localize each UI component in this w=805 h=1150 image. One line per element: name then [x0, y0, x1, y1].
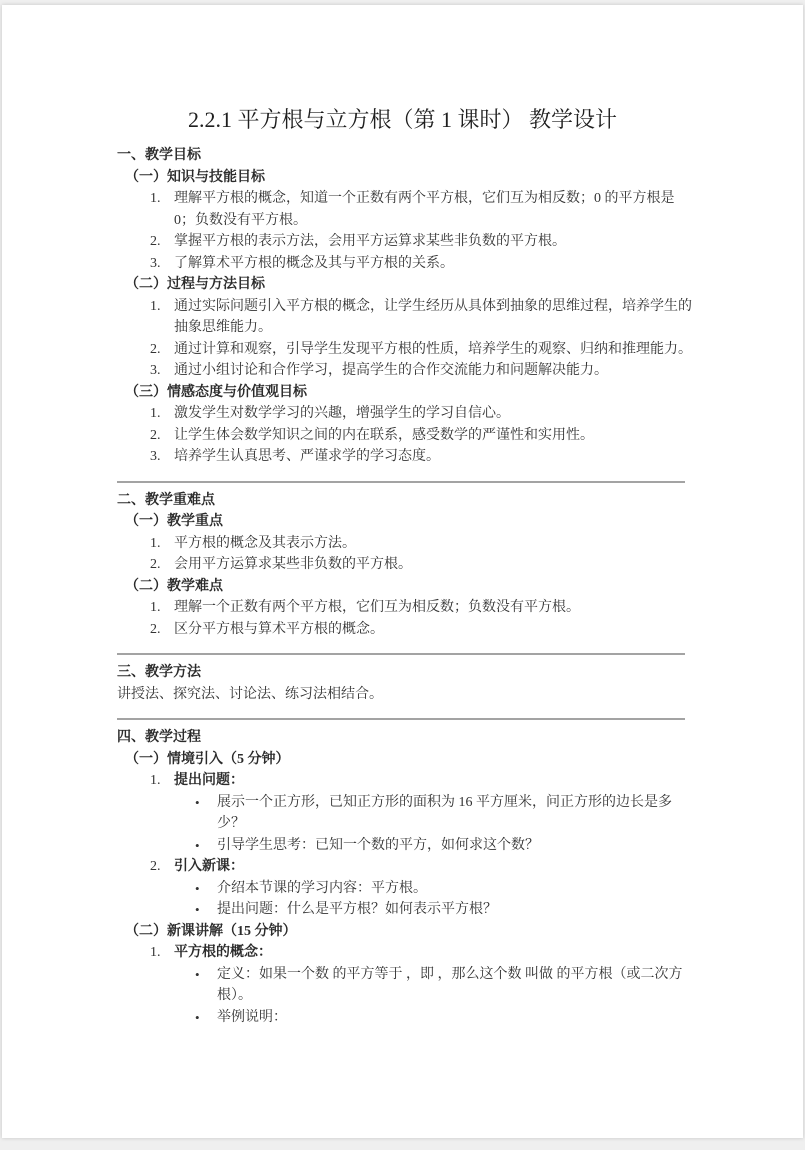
bullet-text: 提出问题：什么是平方根？如何表示平方根？ [217, 902, 497, 917]
numbered-item [117, 188, 692, 231]
document-page [2, 5, 803, 1138]
bullet-item [117, 964, 692, 1007]
bullet-item [117, 899, 692, 921]
item-number: 2. [150, 859, 161, 874]
item-text: 掌握平方根的表示方法，会用平方运算求某些非负数的平方根。 [174, 234, 566, 249]
bullet-icon: • [195, 880, 200, 896]
subsection-situation-intro [117, 749, 692, 921]
numbered-item [117, 770, 692, 792]
numbered-item [117, 231, 692, 253]
bullet-item [117, 878, 692, 900]
item-label: 提出问题： [174, 773, 244, 788]
item-number: 3. [150, 449, 161, 464]
bullet-icon: • [195, 837, 200, 853]
subsection-heading: （一）情境引入（5 分钟） [125, 751, 290, 767]
subsection-key-points [117, 511, 692, 576]
bullet-item [117, 792, 692, 835]
numbered-item [117, 533, 692, 555]
section-teaching-process [117, 727, 692, 1028]
numbered-item [117, 856, 692, 878]
item-text [174, 856, 692, 878]
item-number: 2. [150, 341, 161, 357]
item-text [174, 770, 692, 792]
item-number: 1. [150, 535, 161, 551]
item-text: 理解一个正数有两个平方根，它们互为相反数；负数没有平方根。 [174, 600, 580, 615]
document-content [117, 145, 692, 1028]
numbered-item [117, 360, 692, 382]
item-number: 1. [150, 773, 161, 788]
numbered-item [117, 619, 692, 641]
item-number: 3. [150, 363, 161, 378]
item-text: 通过小组讨论和合作学习，提高学生的合作交流能力和问题解决能力。 [174, 363, 608, 378]
section-key-difficult-points [117, 490, 692, 641]
subsection-heading: （一）知识与技能目标 [125, 169, 265, 185]
section-heading: 三、教学方法 [117, 665, 201, 680]
bullet-text: 引导学生思考：已知一个数的平方，如何求这个数？ [217, 837, 539, 853]
item-number: 1. [150, 406, 161, 421]
subsection-heading: （二）新课讲解（15 分钟） [125, 923, 297, 939]
item-text: 通过实际问题引入平方根的概念，让学生经历从具体到抽象的思维过程，培养学生的抽象思维能力。 [174, 298, 692, 335]
numbered-item [117, 296, 692, 339]
subsection-new-lesson [117, 921, 692, 1029]
item-number: 1. [150, 298, 161, 314]
item-number: 1. [150, 191, 161, 206]
item-text: 区分平方根与算术平方根的概念。 [174, 621, 384, 637]
section-divider [117, 718, 685, 720]
item-number: 2. [150, 427, 161, 443]
item-number: 2. [150, 234, 161, 249]
item-text: 会用平方运算求某些非负数的平方根。 [174, 557, 412, 572]
subsection-difficult-points [117, 576, 692, 641]
section-heading: 一、教学目标 [117, 148, 201, 163]
item-number: 2. [150, 621, 161, 637]
item-number: 2. [150, 557, 161, 572]
bullet-text: 介绍本节课的学习内容：平方根。 [217, 880, 427, 896]
section-teaching-methods [117, 662, 692, 705]
item-label: 引入新课： [174, 859, 244, 874]
section-divider [117, 481, 685, 483]
subsection-heading: （三）情感态度与价值观目标 [125, 384, 307, 400]
numbered-item [117, 597, 692, 619]
item-number: 1. [150, 600, 161, 615]
numbered-item [117, 446, 692, 468]
item-text: 理解平方根的概念，知道一个正数有两个平方根，它们互为相反数；0 的平方根是0；负数没有平方根。 [174, 191, 675, 228]
bullet-icon: • [195, 1009, 200, 1025]
numbered-item [117, 554, 692, 576]
item-number: 3. [150, 255, 161, 271]
bullet-text: 定义：如果一个数 的平方等于 ，即 ，那么这个数 叫做 的平方根（或二次方根）。 [217, 966, 683, 1003]
section-teaching-objectives [117, 145, 692, 468]
section-heading: 四、教学过程 [117, 730, 201, 745]
item-text: 平方根的概念及其表示方法。 [174, 535, 356, 551]
item-number: 1. [150, 945, 161, 960]
subsection-attitude-values [117, 382, 692, 468]
subsection-process-methods [117, 274, 692, 382]
item-text: 通过计算和观察，引导学生发现平方根的性质，培养学生的观察、归纳和推理能力。 [174, 341, 692, 357]
numbered-item [117, 403, 692, 425]
numbered-item [117, 942, 692, 964]
subsection-heading: （一）教学重点 [125, 514, 223, 529]
section-divider [117, 653, 685, 655]
subsection-knowledge-skills [117, 167, 692, 275]
item-text [174, 942, 692, 964]
item-text: 激发学生对数学学习的兴趣，增强学生的学习自信心。 [174, 406, 510, 421]
document-title: 2.2.1 平方根与立方根（第 1 课时） 教学设计 [187, 107, 617, 132]
bullet-text: 举例说明： [217, 1009, 287, 1025]
numbered-item [117, 425, 692, 447]
section-heading: 二、教学重难点 [117, 492, 215, 508]
numbered-item [117, 253, 692, 275]
bullet-icon: • [195, 794, 200, 810]
bullet-text: 展示一个正方形，已知正方形的面积为 16 平方厘米，问正方形的边长是多少？ [217, 794, 672, 831]
subsection-heading: （二）过程与方法目标 [125, 277, 265, 292]
bullet-item [117, 835, 692, 857]
item-label: 平方根的概念： [174, 945, 272, 960]
bullet-icon: • [195, 966, 200, 982]
item-text: 培养学生认真思考、严谨求学的学习态度。 [174, 449, 440, 464]
bullet-item [117, 1007, 692, 1029]
subsection-heading: （二）教学难点 [125, 578, 223, 594]
bullet-icon: • [195, 902, 200, 917]
numbered-item [117, 339, 692, 361]
item-text: 让学生体会数学知识之间的内在联系，感受数学的严谨性和实用性。 [174, 427, 594, 443]
item-text: 了解算术平方根的概念及其与平方根的关系。 [174, 255, 454, 271]
method-paragraph: 讲授法、探究法、讨论法、练习法相结合。 [117, 686, 383, 702]
